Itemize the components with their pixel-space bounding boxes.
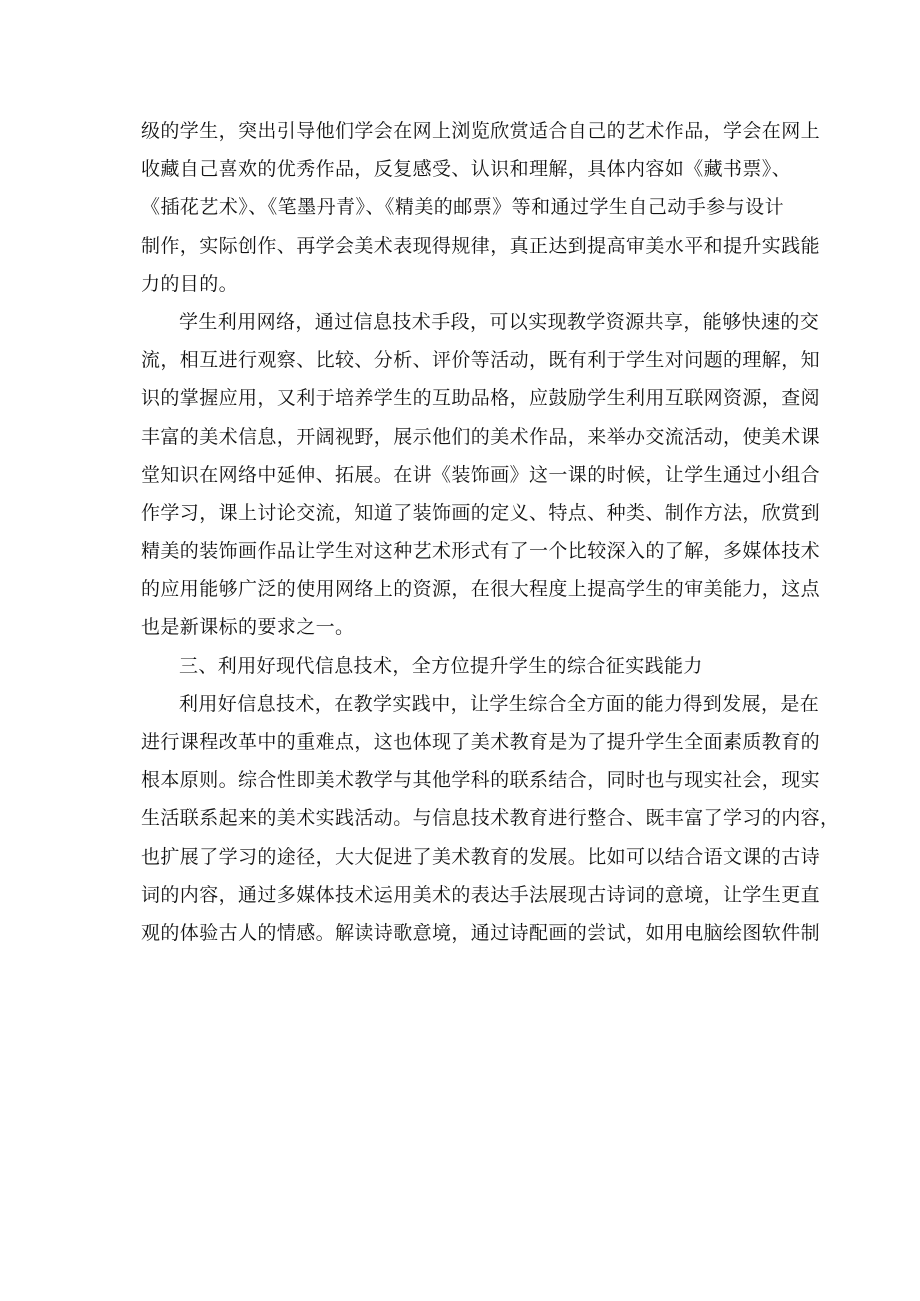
text-line: 也扩展了学习的途径，大大促进了美术教育的发展。比如可以结合语文课的古诗 <box>141 845 821 868</box>
text-line: 力的目的。 <box>141 272 239 295</box>
text-line: 根本原则。综合性即美术教学与其他学科的联系结合，同时也与现实社会，现实 <box>141 769 821 792</box>
text-line: 丰富的美术信息，开阔视野，展示他们的美术作品，来举办交流活动，使美术课 <box>141 425 821 448</box>
paragraph <box>141 303 821 647</box>
text-line: 进行课程改革中的重难点，这也体现了美术教育是为了提升学生全面素质教育的 <box>141 731 821 753</box>
text-line: 精美的装饰画作品让学生对这种艺术形式有了一个比较深入的了解，多媒体技术 <box>141 540 821 563</box>
text-line: 学生利用网络，通过信息技术手段，可以实现教学资源共享，能够快速的交 <box>179 310 820 333</box>
text-line: 收藏自己喜欢的优秀作品，反复感受、认识和理解，具体内容如《藏书票》、 <box>141 158 792 181</box>
text-line: 作学习，课上讨论交流，知道了装饰画的定义、特点、种类、制作方法，欣赏到 <box>141 501 821 524</box>
text-line: 《插花艺术》、《笔墨丹青》、《精美的邮票》等和通过学生自己动手参与设计 <box>141 196 784 219</box>
text-line: 制作，实际创作、再学会美术表现得规律，真正达到提高审美水平和提升实践能 <box>141 234 821 257</box>
section-heading <box>141 647 784 685</box>
text-line: 级的学生，突出引导他们学会在网上浏览欣赏适合自己的艺术作品，学会在网上 <box>141 120 821 142</box>
text-line: 流，相互进行观察、比较、分析、评价等活动，既有利于学生对问题的理解，知 <box>141 349 821 372</box>
text-line: 生活联系起来的美术实践活动。与信息技术教育进行整合、既丰富了学习的内容， <box>141 807 840 830</box>
document-page <box>141 112 840 952</box>
text-line: 词的内容，通过多媒体技术运用美术的表达手法展现古诗词的意境，让学生更直 <box>141 883 821 906</box>
text-line: 识的掌握应用，又利于培养学生的互助品格，应鼓励学生利用互联网资源，查阅 <box>141 387 821 410</box>
text-line: 的应用能够广泛的使用网络上的资源，在很大程度上提高学生的审美能力，这点 <box>141 578 821 601</box>
paragraph <box>141 685 840 952</box>
paragraph <box>141 112 821 303</box>
heading-text: 三、利用好现代信息技术，全方位提升学生的综合征实践能力 <box>179 654 703 677</box>
text-line: 也是新课标的要求之一。 <box>141 616 355 639</box>
text-line: 堂知识在网络中延伸、拓展。在讲《装饰画》这一课的时候，让学生通过小组合 <box>141 463 821 486</box>
text-line: 观的体验古人的情感。解读诗歌意境，通过诗配画的尝试，如用电脑绘图软件制 <box>141 921 821 944</box>
text-line: 利用好信息技术，在教学实践中，让学生综合全方面的能力得到发展，是在 <box>179 692 820 715</box>
